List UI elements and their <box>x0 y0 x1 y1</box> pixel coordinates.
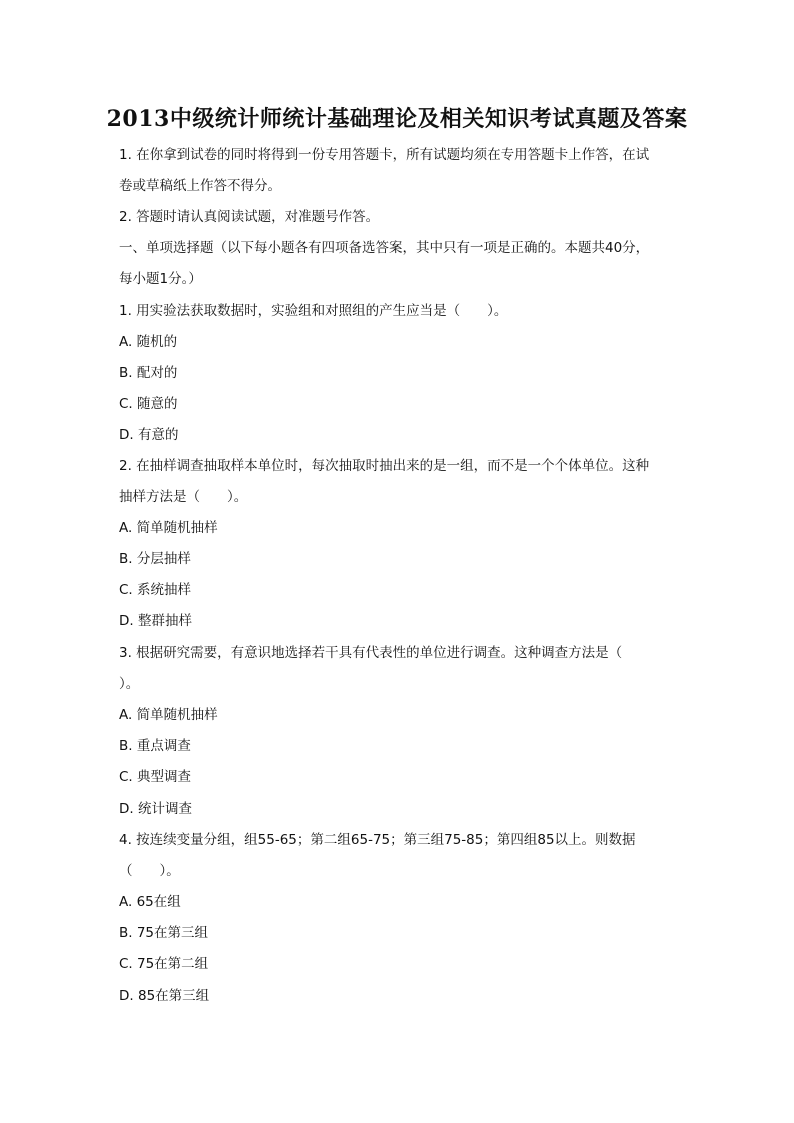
question-stem: 抽样方法是（ ）。 <box>119 489 248 505</box>
question-stem: ）。 <box>119 676 140 692</box>
question-option: A. 随机的 <box>119 334 178 350</box>
section-header: 每小题1分。） <box>119 271 202 287</box>
question-option: D. 85在第三组 <box>119 988 210 1004</box>
question-option: D. 统计调查 <box>119 801 192 817</box>
section-header: 一、单项选择题（以下每小题各有四项备选答案，其中只有一项是正确的。本题共40分， <box>119 240 650 256</box>
question-option: C. 随意的 <box>119 396 178 412</box>
document-title: 2013中级统计师统计基础理论及相关知识考试真题及答案 <box>106 106 688 132</box>
question-option: C. 典型调查 <box>119 769 192 785</box>
question-option: A. 简单随机抽样 <box>119 520 218 536</box>
question-stem: 3. 根据研究需要，有意识地选择若干具有代表性的单位进行调查。这种调查方法是（ <box>119 645 623 661</box>
question-option: D. 整群抽样 <box>119 613 192 629</box>
question-option: C. 系统抽样 <box>119 582 192 598</box>
question-option: B. 分层抽样 <box>119 551 191 567</box>
question-option: B. 配对的 <box>119 365 178 381</box>
question-stem: （ ）。 <box>119 863 180 879</box>
instruction-line: 1. 在你拿到试卷的同时将得到一份专用答题卡，所有试题均须在专用答题卡上作答，在试 <box>119 147 650 163</box>
question-stem: 1. 用实验法获取数据时，实验组和对照组的产生应当是（ ）。 <box>119 303 508 319</box>
question-option: B. 75在第三组 <box>119 925 209 941</box>
question-option: C. 75在第二组 <box>119 956 209 972</box>
question-stem: 2. 在抽样调查抽取样本单位时，每次抽取时抽出来的是一组，而不是一个个体单位。这种 <box>119 458 650 474</box>
question-option: A. 简单随机抽样 <box>119 707 218 723</box>
question-option: D. 有意的 <box>119 427 179 443</box>
instruction-line: 2. 答题时请认真阅读试题，对准题号作答。 <box>119 209 380 225</box>
instruction-line: 卷或草稿纸上作答不得分。 <box>119 178 281 194</box>
question-option: A. 65在组 <box>119 894 181 910</box>
question-stem: 4. 按连续变量分组，组55-65；第二组65-75；第三组75-85；第四组85以上。则数据 <box>119 832 636 848</box>
question-option: B. 重点调查 <box>119 738 191 754</box>
